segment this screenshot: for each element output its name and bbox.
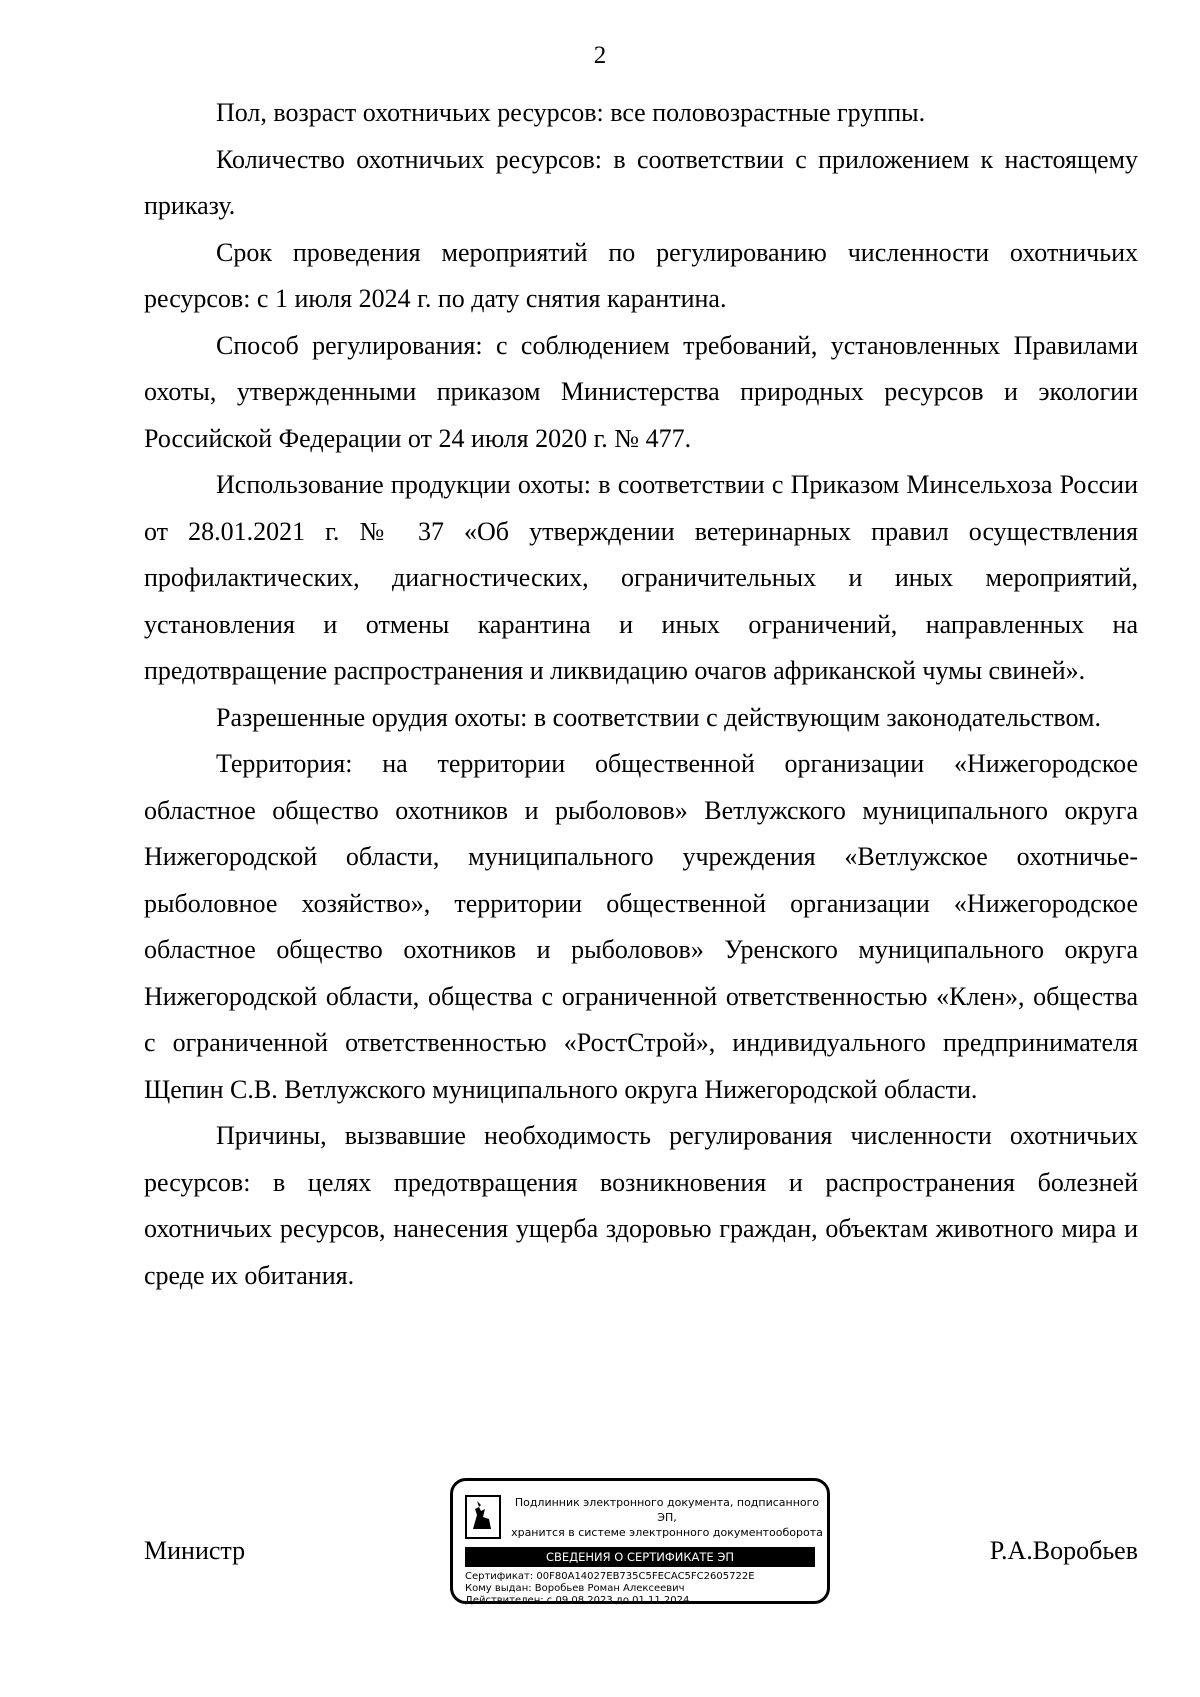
paragraph: Разрешенные орудия охоты: в соответствии с действующим законодательством. — [216, 702, 1101, 732]
signer-name: Р.А.Воробьев — [989, 1536, 1138, 1565]
signer-position: Министр — [144, 1536, 246, 1565]
stamp-header-line: Подлинник электронного документа, подписанного ЭП, — [514, 1496, 820, 1524]
coat-of-arms-icon — [465, 1495, 501, 1539]
electronic-signature-stamp — [450, 1478, 830, 1604]
paragraph: Количество охотничьих ресурсов: в соответствии с приложением к настоящему приказу. — [144, 144, 1138, 220]
signature-block — [144, 1478, 1138, 1608]
paragraph: Пол, возраст охотничьих ресурсов: все половозрастные группы. — [216, 98, 926, 127]
paragraph: Срок проведения мероприятий по регулированию численности охотничьих ресурсов: с 1 июля 2024 г. по дату снятия карантина. — [144, 237, 1138, 313]
certificate-number: Сертификат: 00F80A14027EB735C5FECAC5FC2605722E — [465, 1571, 755, 1582]
document-body — [144, 90, 1138, 1299]
stamp-details — [465, 1571, 821, 1607]
certificate-owner: Кому выдан: Воробьев Роман Алексеевич — [465, 1583, 685, 1594]
page-number: 2 — [593, 42, 607, 69]
certificate-validity: Действителен: с 09.08.2023 до 01.11.2024 — [465, 1595, 690, 1606]
paragraph: Использование продукции охоты: в соответствии с Приказом Минсельхоза России от 28.01.2021 г. № 37 «Об утверждении ветеринарных правил осуществления профилактических, диагностических, ограничительных и иных мероприятий, установления и отмены карантина и иных ограничений, направленных на предотвращение распространения и ликвидацию очагов африканской чумы свиней». — [144, 470, 1138, 685]
stamp-title-bar: СВЕДЕНИЯ О СЕРТИФИКАТЕ ЭП — [465, 1547, 815, 1567]
paragraph: Причины, вызвавшие необходимость регулирования численности охотничьих ресурсов: в целях предотвращения возникновения и распространения болезней охотничьих ресурсов, нанесения ущерба здоровью граждан, объектам животного мира и среде их обитания. — [144, 1121, 1138, 1290]
paragraph: Способ регулирования: с соблюдением требований, установленных Правилами охоты, утвержденными приказом Министерства природных ресурсов и экологии Российской Федерации от 24 июля 2020 г. № 477. — [144, 330, 1138, 453]
paragraph: Территория: на территории общественной организации «Нижегородское областное общество охотников и рыболовов» Ветлужского муниципального округа Нижегородской области, муниципального учреждения «Ветлужское охотничье-рыболовное хозяйство», территории общественной организации «Нижегородское областное общество охотников и рыболовов» Уренского муниципального округа Нижегородской области, общества с ограниченной ответственностью «Клен», общества с ограниченной ответственностью «РостСтрой», индивидуального предпринимателя Щепин С.В. Ветлужского муниципального округа Нижегородской области. — [144, 749, 1138, 1104]
stamp-header — [509, 1495, 825, 1540]
stamp-header-line: хранится в системе электронного документооборота — [511, 1526, 823, 1539]
